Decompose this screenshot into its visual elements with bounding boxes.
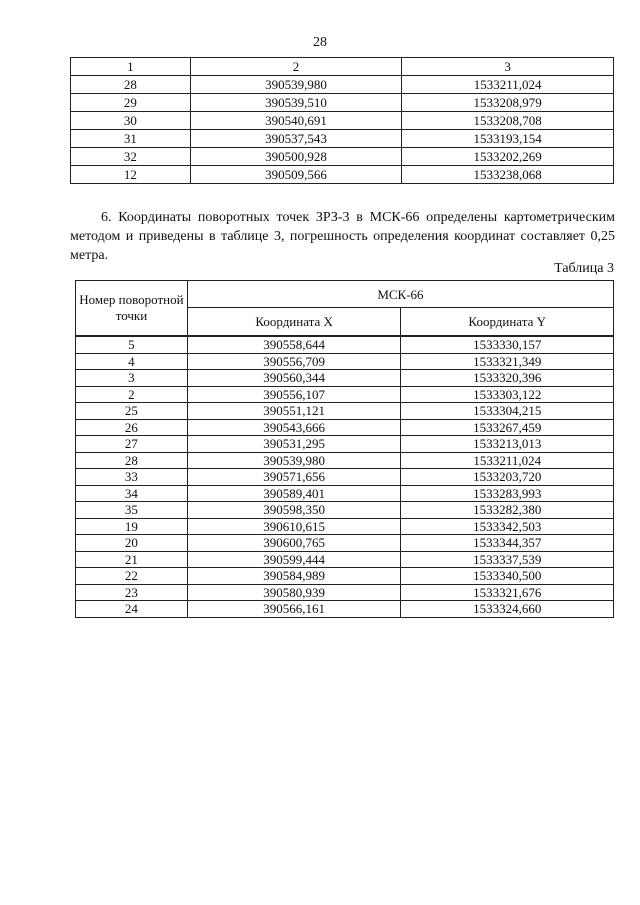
- coordinate-y-cell: 1533303,122: [401, 386, 614, 403]
- coordinate-y-cell: 1533304,215: [401, 403, 614, 420]
- coordinate-x-cell: 390556,107: [187, 386, 401, 403]
- coordinate-x-cell: 390566,161: [187, 601, 401, 618]
- table-row: [71, 130, 614, 148]
- coordinate-x-cell: 390584,989: [187, 568, 401, 585]
- point-number-cell: 27: [76, 436, 188, 453]
- coordinate-x-cell: 390539,980: [190, 76, 402, 94]
- coordinate-x-cell: 390560,344: [187, 370, 401, 387]
- point-number-cell: 32: [71, 148, 191, 166]
- table-row: [76, 502, 614, 519]
- column-header: 3: [402, 58, 614, 76]
- table-row: [76, 551, 614, 568]
- table-row: [76, 535, 614, 552]
- coordinate-y-cell: 1533211,024: [401, 452, 614, 469]
- coordinate-x-cell: 390531,295: [187, 436, 401, 453]
- header-coordinate-y: Координата Y: [401, 308, 614, 336]
- table-row: [76, 485, 614, 502]
- point-number-cell: 3: [76, 370, 188, 387]
- coordinate-y-cell: 1533330,157: [401, 336, 614, 353]
- point-number-cell: 24: [76, 601, 188, 618]
- coordinate-x-cell: 390556,709: [187, 353, 401, 370]
- table-row: [71, 148, 614, 166]
- paragraph-coordinates-note: 6. Координаты поворотных точек ЗРЗ-3 в МСК-66 определены картометрическим методом и приведены в таблице 3, погрешность определения координат составляет 0,25 метра.: [70, 210, 615, 263]
- coordinate-x-cell: 390540,691: [190, 112, 402, 130]
- coordinate-y-cell: 1533203,720: [401, 469, 614, 486]
- coordinate-y-cell: 1533321,676: [401, 584, 614, 601]
- coordinate-x-cell: 390551,121: [187, 403, 401, 420]
- column-header: 1: [71, 58, 191, 76]
- coordinate-x-cell: 390500,928: [190, 148, 402, 166]
- header-coordinate-x: Координата X: [187, 308, 401, 336]
- coordinate-x-cell: 390543,666: [187, 419, 401, 436]
- coordinate-y-cell: 1533202,269: [402, 148, 614, 166]
- coordinate-x-cell: 390537,543: [190, 130, 402, 148]
- coordinate-y-cell: 1533324,660: [401, 601, 614, 618]
- page-number: 28: [313, 35, 327, 50]
- table-row: [76, 370, 614, 387]
- table-row: [76, 353, 614, 370]
- coordinate-x-cell: 390600,765: [187, 535, 401, 552]
- point-number-cell: 26: [76, 419, 188, 436]
- table-row: [71, 166, 614, 184]
- coordinate-x-cell: 390509,566: [190, 166, 402, 184]
- point-number-cell: 21: [76, 551, 188, 568]
- coordinates-table-3: [75, 280, 614, 618]
- point-number-cell: 12: [71, 166, 191, 184]
- coordinate-y-cell: 1533344,357: [401, 535, 614, 552]
- point-number-cell: 34: [76, 485, 188, 502]
- table-row: [76, 336, 614, 353]
- table-header-row: [71, 58, 614, 76]
- coordinate-x-cell: 390539,510: [190, 94, 402, 112]
- table-row: [76, 568, 614, 585]
- table-row: [76, 419, 614, 436]
- point-number-cell: 33: [76, 469, 188, 486]
- coordinate-y-cell: 1533213,013: [401, 436, 614, 453]
- coordinate-x-cell: 390539,980: [187, 452, 401, 469]
- point-number-cell: 31: [71, 130, 191, 148]
- coordinate-y-cell: 1533282,380: [401, 502, 614, 519]
- table-caption: Таблица 3: [554, 261, 614, 276]
- coordinate-y-cell: 1533337,539: [401, 551, 614, 568]
- point-number-cell: 2: [76, 386, 188, 403]
- table-row: [76, 436, 614, 453]
- point-number-cell: 5: [76, 336, 188, 353]
- point-number-cell: 35: [76, 502, 188, 519]
- table-row: [76, 403, 614, 420]
- coordinate-x-cell: 390558,644: [187, 336, 401, 353]
- header-point-number: Номер поворотной точки: [76, 281, 188, 337]
- point-number-cell: 22: [76, 568, 188, 585]
- coordinates-table-continued: [70, 57, 614, 184]
- point-number-cell: 28: [71, 76, 191, 94]
- point-number-cell: 19: [76, 518, 188, 535]
- table-row: [71, 112, 614, 130]
- coordinate-y-cell: 1533193,154: [402, 130, 614, 148]
- point-number-cell: 30: [71, 112, 191, 130]
- point-number-cell: 4: [76, 353, 188, 370]
- table-row: [76, 386, 614, 403]
- coordinate-x-cell: 390580,939: [187, 584, 401, 601]
- column-header: 2: [190, 58, 402, 76]
- point-number-cell: 25: [76, 403, 188, 420]
- coordinate-y-cell: 1533267,459: [401, 419, 614, 436]
- coordinate-x-cell: 390598,350: [187, 502, 401, 519]
- point-number-cell: 29: [71, 94, 191, 112]
- coordinate-y-cell: 1533208,979: [402, 94, 614, 112]
- coordinate-x-cell: 390571,656: [187, 469, 401, 486]
- table-row: [76, 584, 614, 601]
- table-row: [71, 94, 614, 112]
- table-row: [71, 76, 614, 94]
- coordinate-y-cell: 1533283,993: [401, 485, 614, 502]
- table-row: [76, 518, 614, 535]
- header-coordinate-system: МСК-66: [187, 281, 613, 308]
- point-number-cell: 23: [76, 584, 188, 601]
- table-row: [76, 601, 614, 618]
- point-number-cell: 28: [76, 452, 188, 469]
- table-row: [76, 469, 614, 486]
- coordinate-y-cell: 1533238,068: [402, 166, 614, 184]
- coordinate-y-cell: 1533211,024: [402, 76, 614, 94]
- coordinate-y-cell: 1533321,349: [401, 353, 614, 370]
- coordinate-y-cell: 1533340,500: [401, 568, 614, 585]
- point-number-cell: 20: [76, 535, 188, 552]
- coordinate-x-cell: 390599,444: [187, 551, 401, 568]
- coordinate-y-cell: 1533342,503: [401, 518, 614, 535]
- coordinate-x-cell: 390610,615: [187, 518, 401, 535]
- coordinate-x-cell: 390589,401: [187, 485, 401, 502]
- table-row: [76, 452, 614, 469]
- coordinate-y-cell: 1533208,708: [402, 112, 614, 130]
- coordinate-y-cell: 1533320,396: [401, 370, 614, 387]
